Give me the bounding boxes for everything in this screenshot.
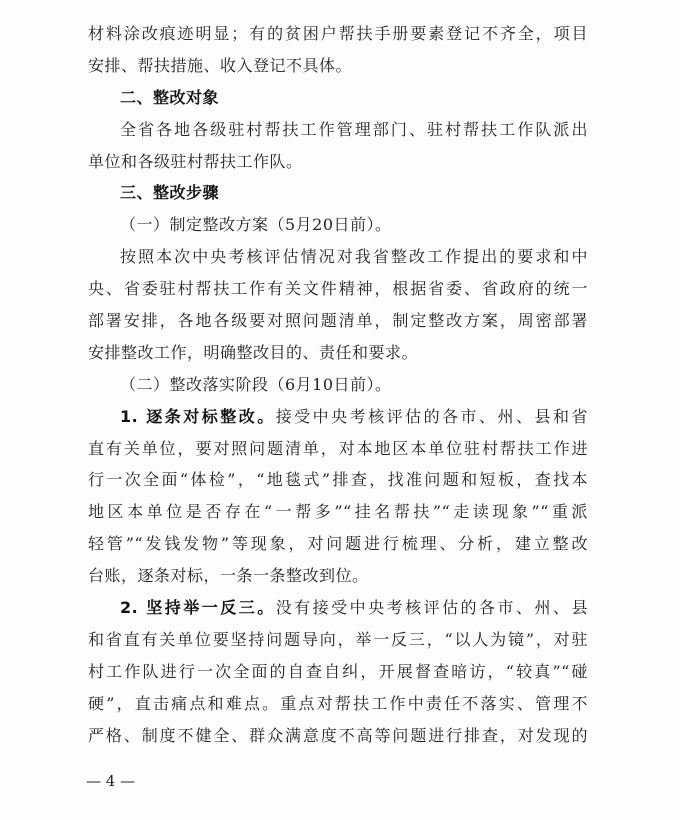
text-line: 直有关单位，要对照问题清单，对本地区本单位驻村帮扶工作进	[88, 438, 588, 458]
text-line: 材料涂改痕迹明显；有的贫困户帮扶手册要素登记不齐全，项目	[88, 24, 588, 43]
text-line: 台账，逐条对标，一条一条整改到位。	[88, 566, 369, 586]
text-line: 地区本单位是否存在“一帮多”“挂名帮扶”“走读现象”“重派	[88, 502, 588, 522]
item-2-first-line	[88, 592, 588, 624]
text-line: 严格、制度不健全、群众满意度不高等问题进行排查，对发现的	[88, 725, 588, 745]
item-2-first-text: 没有接受中央考核评估的各市、州、县	[275, 598, 588, 618]
document-body	[88, 18, 588, 751]
text-line: 按照本次中央考核评估情况对我省整改工作提出的要求和中	[120, 247, 588, 267]
text-line: 单位和各级驻村帮扶工作队。	[88, 151, 303, 171]
text-line: 部署安排，各地各级要对照问题清单，制定整改方案，周密部署	[88, 311, 588, 331]
text-line: 央、省委驻村帮扶工作有关文件精神，根据省委、省政府的统一	[88, 279, 588, 299]
text-line: 硬”，直击痛点和难点。重点对帮扶工作中责任不落实、管理不	[88, 693, 588, 713]
step-1-title: （一）制定整改方案（5月20日前）。	[120, 215, 392, 235]
section-heading-targets: 二、整改对象	[120, 87, 220, 107]
text-line: 和省直有关单位要坚持问题导向，举一反三，“以人为镜”，对驻	[88, 629, 588, 649]
item-1-first-text: 接受中央考核评估的各市、州、县和省	[275, 406, 588, 426]
page-number: — 4 —	[86, 772, 136, 790]
item-2-lead: 2. 坚持举一反三。	[120, 598, 276, 618]
item-1-lead: 1. 逐条对标整改。	[120, 406, 276, 426]
text-line: 全省各地各级驻村帮扶工作管理部门、驻村帮扶工作队派出	[120, 119, 588, 139]
item-1-first-line	[88, 401, 588, 433]
section-heading-steps: 三、整改步骤	[120, 183, 220, 203]
text-line: 村工作队进行一次全面的自查自纠，开展督查暗访，“较真”“碰	[88, 661, 588, 681]
text-line: 行一次全面“体检”，“地毯式”排查，找准问题和短板，查找本	[88, 470, 588, 490]
step-2-title: （二）整改落实阶段（6月10日前）。	[120, 374, 392, 394]
text-line: 轻管”“发钱发物”等现象，对问题进行梳理、分析，建立整改	[88, 534, 588, 554]
text-line: 安排、帮扶措施、收入登记不具体。	[88, 55, 353, 75]
text-line: 安排整改工作，明确整改目的、责任和要求。	[88, 342, 419, 362]
